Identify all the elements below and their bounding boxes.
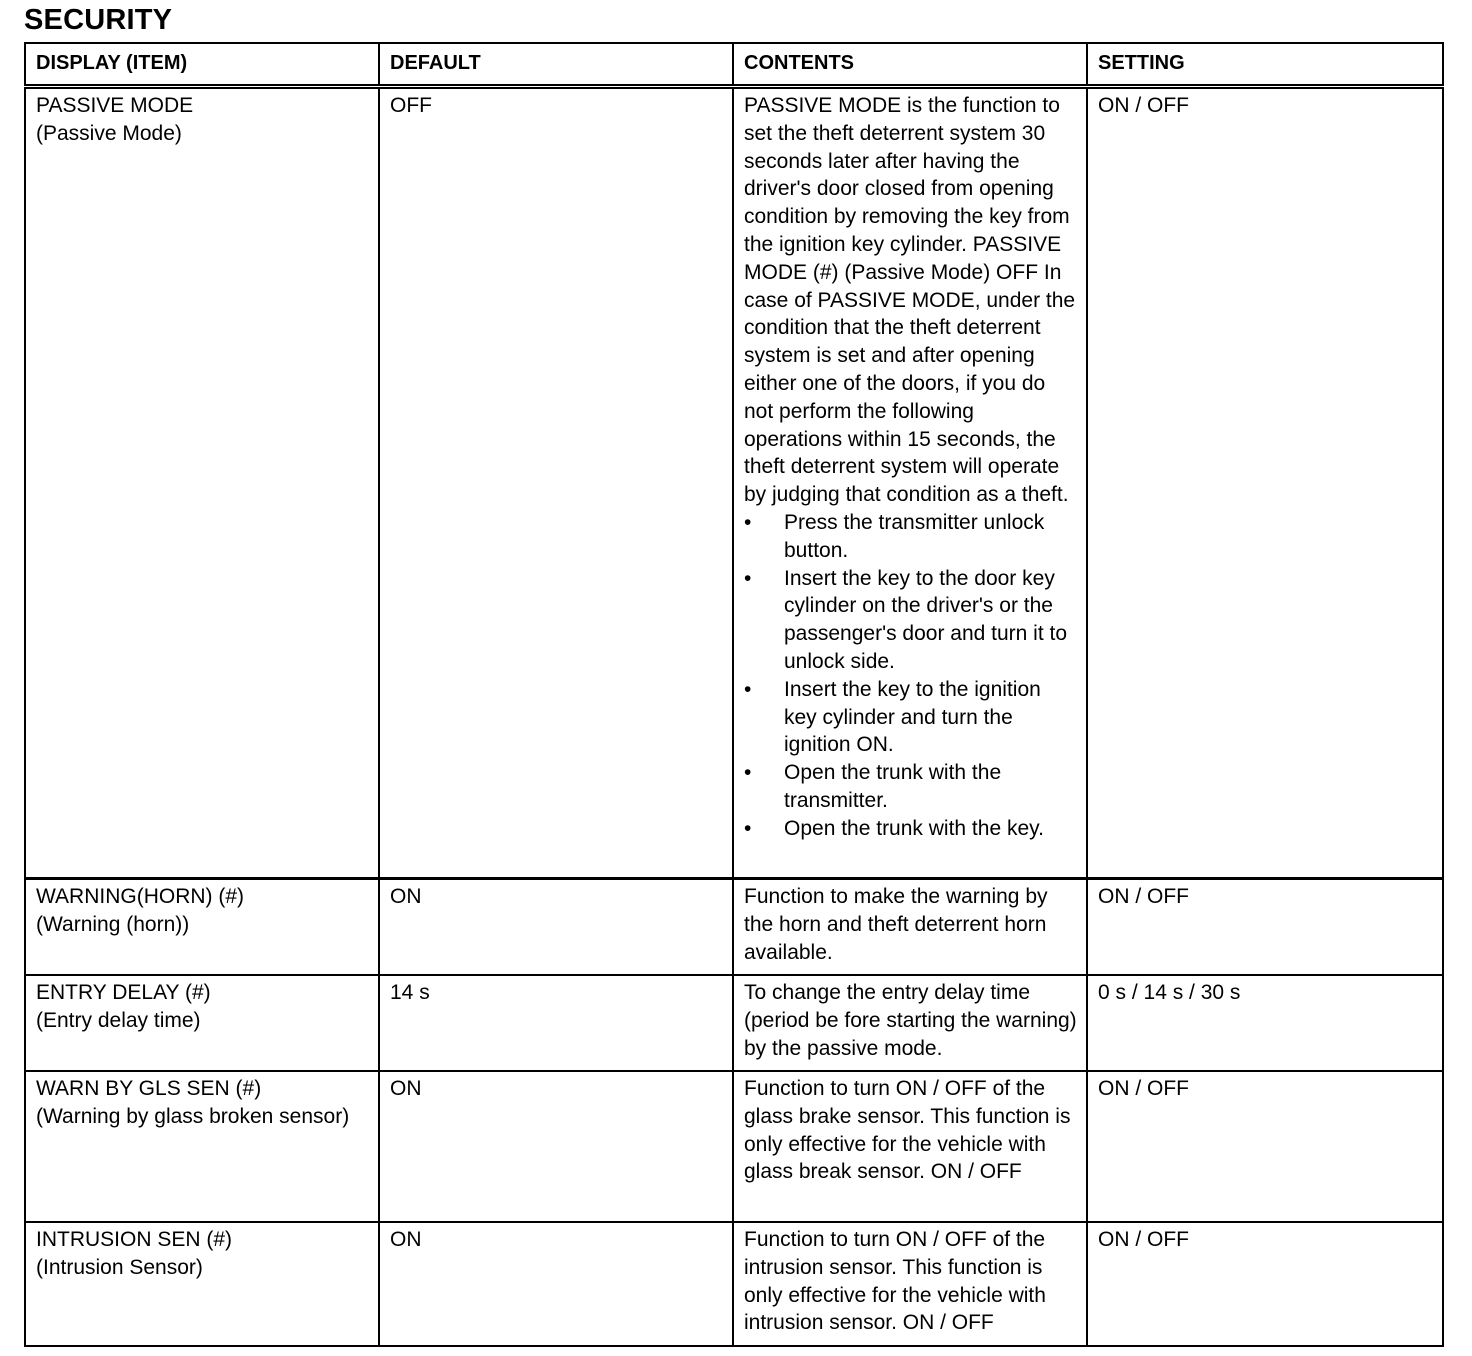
cell-item (25, 975, 379, 1071)
bullet-icon: • (744, 677, 752, 701)
list-item (744, 565, 1077, 676)
item-subname: (Intrusion Sensor) (36, 1255, 203, 1279)
cell-default: 14 s (379, 975, 733, 1071)
cell-setting: ON / OFF (1087, 1071, 1443, 1222)
cell-setting: ON / OFF (1087, 879, 1443, 976)
cell-default: OFF (379, 87, 733, 879)
cell-item (25, 1071, 379, 1222)
cell-setting: ON / OFF (1087, 1222, 1443, 1346)
header-default: DEFAULT (379, 43, 733, 87)
table-header-row (25, 43, 1443, 87)
list-item (744, 676, 1077, 759)
cell-contents: Function to turn ON / OFF of the intrusion sensor. This function is only effective for the vehicle with intrusion sensor. ON / OFF (733, 1222, 1087, 1346)
cell-contents: To change the entry delay time (period be fore starting the warning) by the passive mode. (733, 975, 1087, 1071)
cell-default: ON (379, 879, 733, 976)
bullet-icon: • (744, 761, 752, 785)
cell-default: ON (379, 1222, 733, 1346)
header-contents: CONTENTS (733, 43, 1087, 87)
table-row-entry-delay (25, 975, 1443, 1071)
table-row-warning-horn (25, 879, 1443, 976)
bullet-text: Insert the key to the ignition key cylinder and turn the ignition ON. (784, 677, 1041, 757)
item-subname: (Warning (horn)) (36, 912, 190, 936)
item-name: WARNING(HORN) (#) (36, 885, 245, 908)
item-subname: (Warning by glass broken sensor) (36, 1104, 350, 1128)
item-name: PASSIVE MODE (36, 94, 194, 117)
cell-setting: 0 s / 14 s / 30 s (1087, 975, 1443, 1071)
list-item (744, 815, 1077, 843)
bullet-text: Insert the key to the door key cylinder on the driver's or the passenger's door and turn it to unlock side. (784, 566, 1068, 673)
bullet-text: Open the trunk with the key. (784, 816, 1044, 840)
cell-setting: ON / OFF (1087, 87, 1443, 879)
header-display-item: DISPLAY (ITEM) (25, 43, 379, 87)
bullet-icon: • (744, 816, 752, 840)
item-subname: (Passive Mode) (36, 121, 182, 145)
list-item (744, 759, 1077, 815)
cell-item (25, 879, 379, 976)
cell-item (25, 87, 379, 879)
bullet-text: Press the transmitter unlock button. (784, 510, 1045, 562)
item-name: ENTRY DELAY (#) (36, 981, 211, 1004)
contents-text: PASSIVE MODE is the function to set the theft deterrent system 30 seconds later after having the driver's door closed from opening condition by removing the key from the ignition key cylinder. PASSIVE MODE (#) (Passive Mode) OFF In case of PASSIVE MODE, under the condition that the theft deterrent system is set and after opening either one of the doors, if you do not perform the following operations within 15 seconds, the theft deterrent system will operate by judging that condition as a theft. (744, 94, 1076, 507)
bullet-icon: • (744, 566, 752, 590)
contents-bullet-list (744, 509, 1077, 843)
cell-contents: Function to turn ON / OFF of the glass brake sensor. This function is only effective for the vehicle with glass break sensor. ON / OFF (733, 1071, 1087, 1222)
cell-default: ON (379, 1071, 733, 1222)
table-row-warn-by-gls-sen (25, 1071, 1443, 1222)
table-row-passive-mode (25, 87, 1443, 879)
item-name: WARN BY GLS SEN (#) (36, 1077, 262, 1100)
item-subname: (Entry delay time) (36, 1008, 201, 1032)
header-setting: SETTING (1087, 43, 1443, 87)
bullet-text: Open the trunk with the transmitter. (784, 761, 1002, 812)
list-item (744, 509, 1077, 565)
cell-item (25, 1222, 379, 1346)
table-row-intrusion-sen (25, 1222, 1443, 1346)
item-name: INTRUSION SEN (#) (36, 1228, 233, 1251)
page-title: SECURITY (24, 4, 173, 36)
security-settings-table (24, 42, 1444, 1347)
bullet-icon: • (744, 510, 752, 534)
cell-contents (733, 87, 1087, 879)
cell-contents: Function to make the warning by the horn and theft deterrent horn available. (733, 879, 1087, 976)
